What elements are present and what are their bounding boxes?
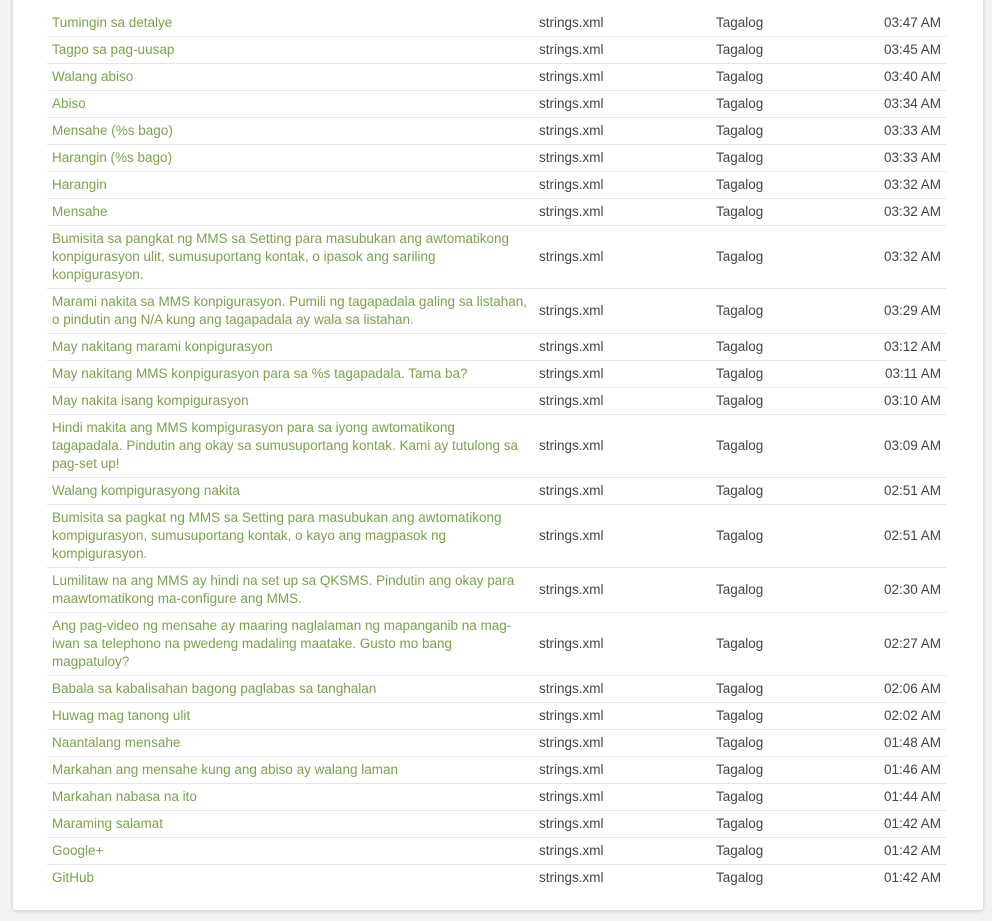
file-name: strings.xml (534, 226, 711, 289)
timestamp: 02:02 AM (847, 703, 946, 730)
timestamp: 03:32 AM (847, 172, 946, 199)
string-cell (47, 703, 534, 730)
table-row (47, 865, 946, 892)
string-cell (47, 784, 534, 811)
file-name: strings.xml (534, 838, 711, 865)
timestamp: 02:51 AM (847, 505, 946, 568)
table-row (47, 289, 946, 334)
timestamp: 02:27 AM (847, 613, 946, 676)
timestamp: 03:32 AM (847, 199, 946, 226)
table-row (47, 838, 946, 865)
file-name: strings.xml (534, 334, 711, 361)
file-name: strings.xml (534, 289, 711, 334)
timestamp: 02:06 AM (847, 676, 946, 703)
string-link[interactable]: Bumisita sa pagkat ng MMS sa Setting para masubukan ang awtomatikong kompigurasyon, sumusuportang kontak, o kayo ang magpasok ng kompigurasyon. (52, 510, 502, 561)
string-link[interactable]: Bumisita sa pangkat ng MMS sa Setting para masubukan ang awtomatikong konpigurasyon ulit, sumusuportang kontak, o ipasok ang sariling konpigurasyon. (52, 231, 510, 282)
string-link[interactable]: Maraming salamat (52, 816, 164, 831)
language-name: Tagalog (711, 388, 847, 415)
string-link[interactable]: Huwag mag tanong ulit (52, 708, 191, 723)
string-cell (47, 811, 534, 838)
language-name: Tagalog (711, 289, 847, 334)
timestamp: 03:45 AM (847, 37, 946, 64)
string-cell (47, 289, 534, 334)
string-link[interactable]: Abiso (52, 96, 86, 111)
language-name: Tagalog (711, 10, 847, 37)
timestamp: 03:32 AM (847, 226, 946, 289)
table-row (47, 703, 946, 730)
table-row (47, 91, 946, 118)
table-row (47, 172, 946, 199)
timestamp: 03:47 AM (847, 10, 946, 37)
string-cell (47, 199, 534, 226)
file-name: strings.xml (534, 37, 711, 64)
string-link[interactable]: Ang pag-video ng mensahe ay maaring naglalaman ng mapanganib na mag-iwan sa telephono na pwedeng madaling maatake. Gusto mo bang magpatuloy? (52, 618, 512, 669)
language-name: Tagalog (711, 361, 847, 388)
string-cell (47, 730, 534, 757)
table-row (47, 334, 946, 361)
language-name: Tagalog (711, 757, 847, 784)
table-row (47, 226, 946, 289)
language-name: Tagalog (711, 91, 847, 118)
file-name: strings.xml (534, 505, 711, 568)
string-link[interactable]: May nakitang marami konpigurasyon (52, 339, 273, 354)
language-name: Tagalog (711, 568, 847, 613)
file-name: strings.xml (534, 118, 711, 145)
language-name: Tagalog (711, 838, 847, 865)
string-link[interactable]: Lumilitaw na ang MMS ay hindi na set up sa QKSMS. Pindutin ang okay para maawtomatikong ma-configure ang MMS. (52, 573, 515, 606)
timestamp: 03:34 AM (847, 91, 946, 118)
string-cell (47, 478, 534, 505)
string-link[interactable]: Harangin (%s bago) (52, 150, 173, 165)
timestamp: 01:48 AM (847, 730, 946, 757)
timestamp: 01:42 AM (847, 838, 946, 865)
string-link[interactable]: Markahan nabasa na ito (52, 789, 197, 804)
string-link[interactable]: Tumingin sa detalye (52, 15, 173, 30)
string-cell (47, 10, 534, 37)
string-link[interactable]: Google+ (52, 843, 104, 858)
language-name: Tagalog (711, 613, 847, 676)
file-name: strings.xml (534, 757, 711, 784)
file-name: strings.xml (534, 415, 711, 478)
string-cell (47, 64, 534, 91)
string-cell (47, 568, 534, 613)
language-name: Tagalog (711, 505, 847, 568)
string-cell (47, 172, 534, 199)
table-row (47, 613, 946, 676)
string-cell (47, 37, 534, 64)
file-name: strings.xml (534, 388, 711, 415)
file-name: strings.xml (534, 568, 711, 613)
table-row (47, 145, 946, 172)
string-link[interactable]: GitHub (52, 870, 95, 885)
language-name: Tagalog (711, 730, 847, 757)
table-row (47, 388, 946, 415)
table-row (47, 199, 946, 226)
translation-activity-table (47, 10, 946, 891)
language-name: Tagalog (711, 226, 847, 289)
table-row (47, 37, 946, 64)
string-cell (47, 505, 534, 568)
file-name: strings.xml (534, 10, 711, 37)
string-cell (47, 757, 534, 784)
language-name: Tagalog (711, 478, 847, 505)
table-row (47, 757, 946, 784)
timestamp: 01:44 AM (847, 784, 946, 811)
string-link[interactable]: Tagpo sa pag-uusap (52, 42, 175, 57)
language-name: Tagalog (711, 172, 847, 199)
table-row (47, 415, 946, 478)
file-name: strings.xml (534, 784, 711, 811)
file-name: strings.xml (534, 361, 711, 388)
table-row (47, 676, 946, 703)
string-link[interactable]: May nakita isang kompigurasyon (52, 393, 249, 408)
string-link[interactable]: Mensahe (52, 204, 108, 219)
file-name: strings.xml (534, 811, 711, 838)
table-row (47, 784, 946, 811)
string-cell (47, 865, 534, 892)
file-name: strings.xml (534, 172, 711, 199)
language-name: Tagalog (711, 199, 847, 226)
timestamp: 03:33 AM (847, 145, 946, 172)
language-name: Tagalog (711, 37, 847, 64)
language-name: Tagalog (711, 64, 847, 91)
string-cell (47, 145, 534, 172)
table-row (47, 64, 946, 91)
file-name: strings.xml (534, 676, 711, 703)
language-name: Tagalog (711, 811, 847, 838)
timestamp: 02:51 AM (847, 478, 946, 505)
language-name: Tagalog (711, 334, 847, 361)
string-cell (47, 91, 534, 118)
timestamp: 01:42 AM (883, 870, 941, 885)
string-link[interactable]: Harangin (52, 177, 107, 192)
string-cell (47, 388, 534, 415)
string-link[interactable]: Markahan ang mensahe kung ang abiso ay walang laman (52, 762, 398, 777)
string-link[interactable]: Walang kompigurasyong nakita (52, 483, 240, 498)
table-row (47, 118, 946, 145)
file-name: strings.xml (534, 613, 711, 676)
string-cell (47, 613, 534, 676)
timestamp: 03:40 AM (847, 64, 946, 91)
timestamp: 01:42 AM (847, 811, 946, 838)
file-name: strings.xml (539, 870, 604, 885)
string-cell (47, 415, 534, 478)
file-name: strings.xml (534, 91, 711, 118)
language-name: Tagalog (711, 784, 847, 811)
table-row (47, 10, 946, 37)
string-cell (47, 334, 534, 361)
string-cell (47, 226, 534, 289)
language-name: Tagalog (711, 415, 847, 478)
string-cell (47, 676, 534, 703)
file-name: strings.xml (534, 145, 711, 172)
string-cell (47, 838, 534, 865)
file-name: strings.xml (534, 478, 711, 505)
table-row (47, 505, 946, 568)
language-name: Tagalog (711, 676, 847, 703)
table-row (47, 730, 946, 757)
file-name: strings.xml (534, 64, 711, 91)
timestamp: 03:29 AM (847, 289, 946, 334)
string-link[interactable]: Mensahe (%s bago) (52, 123, 173, 138)
language-name: Tagalog (711, 703, 847, 730)
string-cell (47, 118, 534, 145)
timestamp: 03:12 AM (847, 334, 946, 361)
string-cell (47, 361, 534, 388)
table-row (47, 361, 946, 388)
table-row (47, 568, 946, 613)
timestamp: 03:10 AM (847, 388, 946, 415)
language-name: Tagalog (711, 145, 847, 172)
timestamp: 02:30 AM (847, 568, 946, 613)
string-link[interactable]: May nakitang MMS konpigurasyon para sa %s tagapadala. Tama ba? (52, 366, 468, 381)
table-row (47, 478, 946, 505)
table-row (47, 811, 946, 838)
timestamp: 03:33 AM (847, 118, 946, 145)
file-name: strings.xml (534, 730, 711, 757)
string-link[interactable]: Marami nakita sa MMS konpigurasyon. Pumili ng tagapadala galing sa listahan, o pindutin ang N/A kung ang tagapadala ay wala sa listahan. (52, 294, 528, 327)
table-body (47, 10, 946, 891)
string-link[interactable]: Babala sa kabalisahan bagong paglabas sa tanghalan (52, 681, 377, 696)
timestamp: 03:11 AM (847, 361, 946, 388)
timestamp: 03:09 AM (847, 415, 946, 478)
file-name: strings.xml (534, 703, 711, 730)
string-link[interactable]: Walang abiso (52, 69, 134, 84)
language-name: Tagalog (711, 118, 847, 145)
language-name: Tagalog (716, 870, 764, 885)
timestamp: 01:46 AM (847, 757, 946, 784)
string-link[interactable]: Hindi makita ang MMS kompigurasyon para sa iyong awtomatikong tagapadala. Pindutin ang okay sa sumusuportang kontak. Kami ay tutulong sa pag-set up! (52, 420, 519, 471)
string-link[interactable]: Naantalang mensahe (52, 735, 181, 750)
file-name: strings.xml (534, 199, 711, 226)
